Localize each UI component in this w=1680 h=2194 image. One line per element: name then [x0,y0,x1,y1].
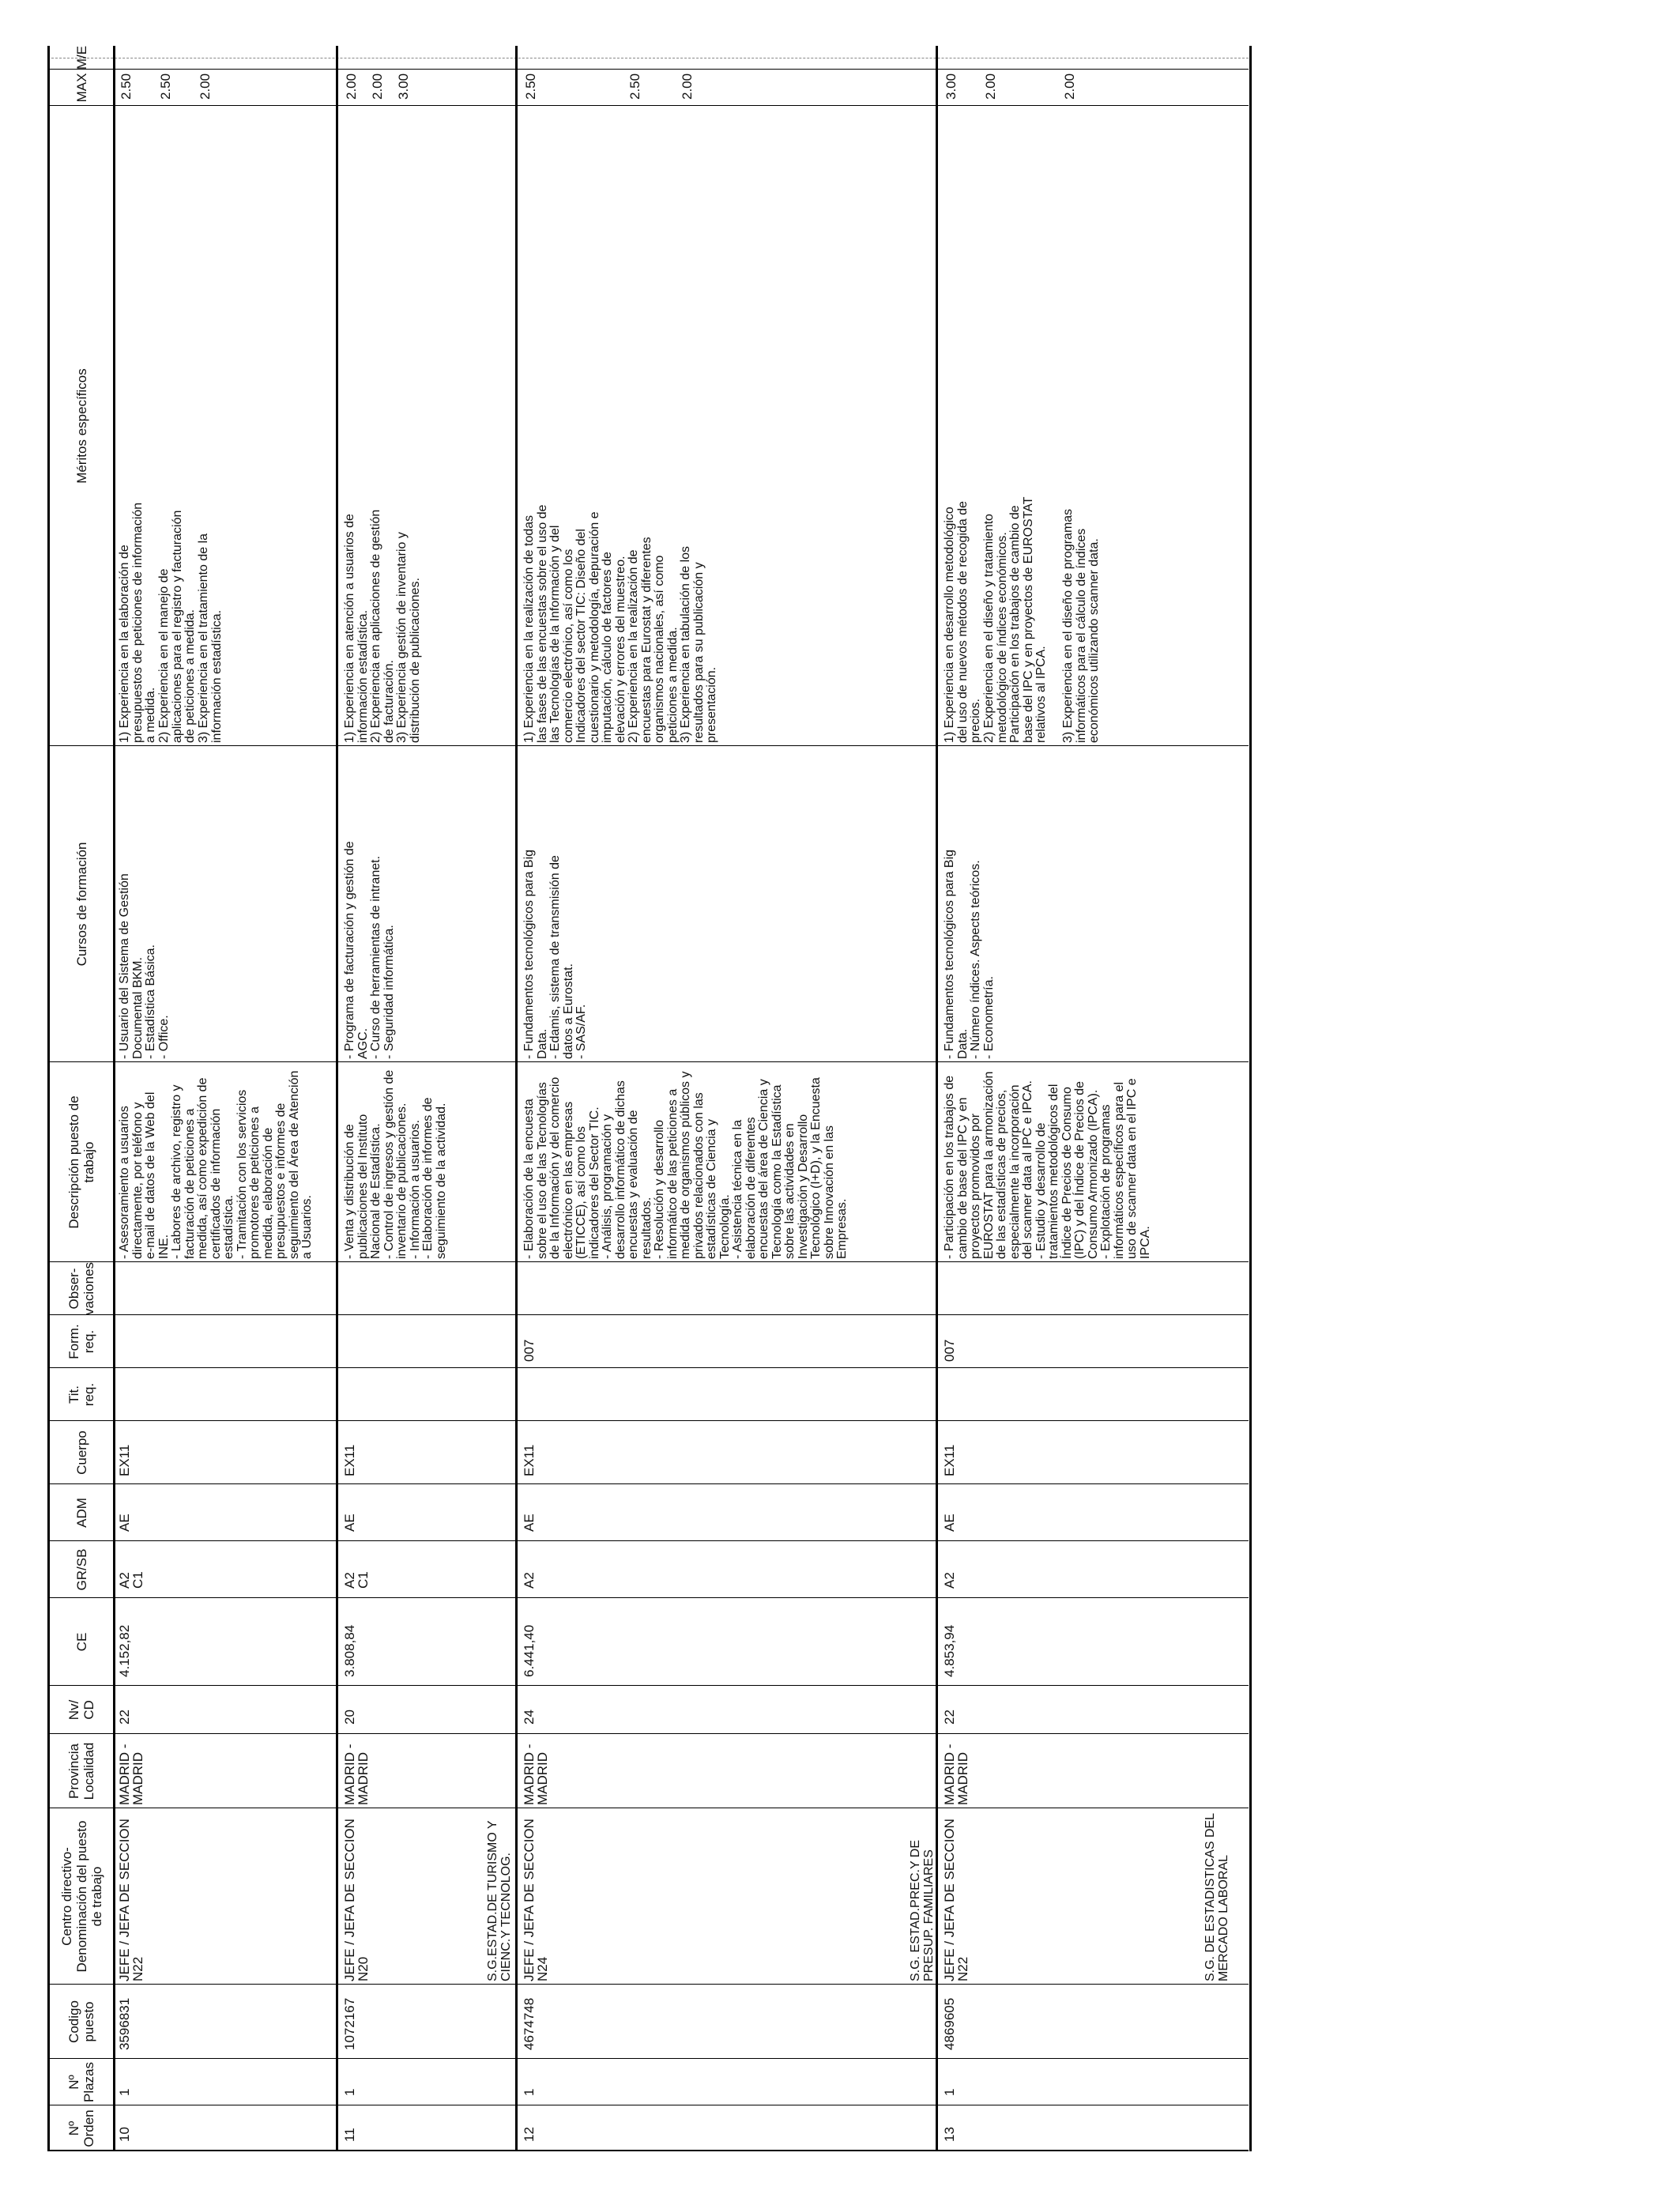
ce-cell: 6.441,40 [522,1624,537,1677]
plazas-cell: 1 [117,2088,132,2096]
puesto-cell: JEFE / JEFA DE SECCION N20 [342,1819,371,1981]
merito-3: 3) Experiencia en el tratamiento de la información estadística. [197,533,224,743]
header-descripcion: Descripción puesto de trabajo [66,1095,96,1229]
grupo-cell: A2 C1 [117,1571,145,1589]
max-value-1: 2.50 [119,73,134,100]
max-value-3: 2.00 [680,73,695,100]
unit-name: S.G. DE ESTADISTICAS DEL MERCADO LABORAL [1203,1812,1230,1981]
header-formacion: Form. req. [66,1324,96,1359]
merito-1: 1) Experiencia en la elaboración de presupuestos de peticiones de información a medida. [118,502,157,743]
codigo-cell: 3596831 [117,1997,132,2050]
max-value-2: 2.00 [370,73,385,100]
adm-cell: AE [522,1514,537,1532]
codigo-cell: 4674748 [522,1997,537,2050]
plazas-cell: 1 [342,2088,357,2096]
header-nivel: Nv/ CD [66,1699,96,1721]
adm-cell: AE [942,1514,957,1532]
header-adm: ADM [73,1498,89,1528]
codigo-cell: 1072167 [342,1997,357,2050]
header-centro: Centro directivo- Denominación del puesto de trabajo [58,1820,104,1973]
provincia-cell: MADRID - MADRID [117,1744,145,1805]
merito-3: 3) Experiencia gestión de inventario y distribución de publicaciones. [395,532,422,743]
cursos-cell: - Programa de facturación y gestión de AGC. - Curso de herramientas de intranet. - Seguridad informática. [343,841,396,1059]
plazas-cell: 1 [942,2088,957,2096]
header-codigo: Codigo puesto [66,2000,96,2043]
codigo-cell: 4869605 [942,1997,957,2050]
grupo-cell: A2 [522,1572,537,1589]
table-row [111,46,338,2151]
header-observaciones: Obser- vaciones [66,1261,96,1316]
ce-cell: 4.853,94 [942,1624,957,1677]
table-row [515,46,938,2151]
header-ce: CE [73,1632,89,1652]
ce-cell: 4.152,82 [117,1624,132,1677]
descripcion-cell: - Participación en los trabajos de cambio de base del IPC y en proyectos promovidos por EUROSTAT para la armonización de las estadísticas de precios, especialmente la incorporación del scanner data al IPC e IPCA. - Estudio y desarrollo de tratamientos metodológicos del Índice de Precios de Consumo (IPC) y del Índice de Precios de Consumo Armonizado (IPCA). - Explotación de programas informáticos específicos para el uso de scanner data en el IPC e IPCA. [943,1071,1152,1259]
merito-3: 3) Experiencia en el diseño de programas informáticos para el cálculo de índices económicos utilizando scanner data. [1061,508,1101,743]
max-value-3: 2.00 [1062,73,1077,100]
table-header [47,46,115,2151]
merito-2: 2) Experiencia en la realización de encuestas para Eurostat y diferentes organismos nacionales, así como peticiones a medida. [627,537,680,743]
descripcion-cell: - Asesoramiento a usuarios directamente, por teléfono y e-mail de datos de la Web del INE. - Labores de archivo, registro y facturación de peticiones a medida, así como expedición de certificados de información estadística. - Tramitación con los servicios promotores de peticiones a medida, elaboración de presupuestos e informes de seguimiento del Área de Atención a Usuarios. [118,1070,314,1259]
formacion-cell: 007 [942,1339,957,1362]
merito-2: 2) Experiencia en el manejo de aplicaciones para el registro y facturación de peticiones a medida. [157,510,197,743]
header-orden: Nº Orden [66,2109,96,2147]
table-row [336,46,518,2151]
formacion-cell: 007 [522,1339,537,1362]
provincia-cell: MADRID - MADRID [522,1744,550,1805]
puesto-cell: JEFE / JEFA DE SECCION N22 [942,1819,970,1981]
ce-cell: 3.808,84 [342,1624,357,1677]
puesto-cell: JEFE / JEFA DE SECCION N24 [522,1819,550,1981]
max-value-3: 3.00 [396,73,411,100]
max-value-1: 2.50 [523,73,538,100]
cursos-cell: - Fundamentos tecnológicos para Big Data. - Edamis, sistema de transmisión de datos a Eurostat. - SAS/AF. [522,849,588,1059]
merito-2: 2) Experiencia en aplicaciones de gestión de facturación. [369,509,396,743]
merito-2: 2) Experiencia en el diseño y tratamiento metodológico de índices económicos. Participación en los trabajos de cambio de base del IPC y en proyectos de EUROSTAT relativos al IPCA. [982,496,1048,743]
adm-cell: AE [117,1514,132,1532]
merito-1: 1) Experiencia en atención a usuarios de información estadística. [343,514,370,743]
max-value-1: 2.00 [344,73,359,100]
descripcion-cell: - Venta y distribución de publicaciones del Instituto Nacional de Estadística. - Control de ingresos y gestión de inventario de publicaciones. - Información a usuarios. - Elaboración de informes de seguimiento de la actividad. [343,1069,448,1259]
cuerpo-cell: EX11 [942,1444,957,1476]
max-value-1: 3.00 [944,73,959,100]
max-value-2: 2.00 [983,73,998,100]
header-me: M/E [73,45,89,70]
grupo-cell: A2 [942,1572,957,1589]
merito-1: 1) Experiencia en desarrollo metodológico del uso de nuevos métodos de recogida de precios. [943,501,982,743]
orden-cell: 10 [117,2127,132,2142]
nivel-cell: 22 [942,1710,957,1725]
header-plazas: Nº Plazas [66,2061,96,2103]
provincia-cell: MADRID - MADRID [942,1744,970,1805]
header-cursos: Cursos de formación [73,842,89,967]
cursos-cell: - Usuario del Sistema de Gestión Documental BKM. - Estadística Básica. - Office. [118,873,171,1059]
max-value-2: 2.50 [158,73,173,100]
job-table [47,46,1249,2151]
max-value-3: 2.00 [198,73,213,100]
provincia-cell: MADRID - MADRID [342,1744,371,1805]
header-meritos: Méritos específicos [73,368,89,484]
cuerpo-cell: EX11 [522,1444,537,1476]
header-cuerpo: Cuerpo [73,1431,89,1475]
nivel-cell: 22 [117,1710,132,1725]
nivel-cell: 20 [342,1710,357,1725]
table-row [936,46,1252,2151]
header-provincia: Provincia Localidad [66,1742,96,1800]
cuerpo-cell: EX11 [342,1444,357,1476]
header-max: MAX [73,73,89,103]
unit-name: S.G. ESTAD.PREC.Y DE PRESUP. FAMILIARES [909,1839,936,1981]
orden-cell: 11 [342,2128,357,2142]
plazas-cell: 1 [522,2088,537,2096]
grupo-cell: A2 C1 [342,1571,371,1589]
merito-1: 1) Experiencia en la realización de todas las fases de las encuestas sobre el uso de las Tecnologías de la Información y del comercio electrónico, así como los Indicadores del sector TIC: Diseño del cuestionario y metodología, depuración e imputación, cálculo de factores de elevación y errores del muestreo. [522,504,627,743]
nivel-cell: 24 [522,1710,537,1725]
puesto-cell: JEFE / JEFA DE SECCION N22 [117,1819,145,1981]
unit-name: S.G.ESTAD.DE TURISMO Y CIENC.Y TECNOLOG. [486,1820,513,1981]
descripcion-cell: - Elaboración de la encuesta sobre el uso de las Tecnologías de la Información y del comercio electrónico en las empresas (ETICCE), así como los indicadores del Sector TIC. - Análisis, programación y desarrollo informático de dichas encuestas y evaluación de resultados. - Resolución y desarrollo informático de las peticiones a medida de organismos públicos y privados relacionados con las estadísticas de Ciencia y Tecnología. - Asistencia técnica en la elaboración de diferentes encuestas del área de Ciencia y Tecnología como la Estadística sobre las actividades en Investigación y Desarrollo Tecnológico (I+D), y la Encuesta sobre Innovación en las Empresas. [522,1071,849,1259]
header-titulacion: Tit. req. [66,1382,96,1407]
header-grupo: GR/SB [73,1548,89,1591]
max-value-2: 2.50 [627,73,642,100]
cursos-cell: - Fundamentos tecnológicos para Big Data. - Número índices. Aspects teóricos. - Econometría. [943,849,996,1059]
cuerpo-cell: EX11 [117,1444,132,1476]
adm-cell: AE [342,1514,357,1532]
orden-cell: 12 [522,2127,537,2142]
merito-3: 3) Experiencia en tabulación de los resultados para su publicación y presentación. [679,545,718,743]
orden-cell: 13 [942,2127,957,2142]
